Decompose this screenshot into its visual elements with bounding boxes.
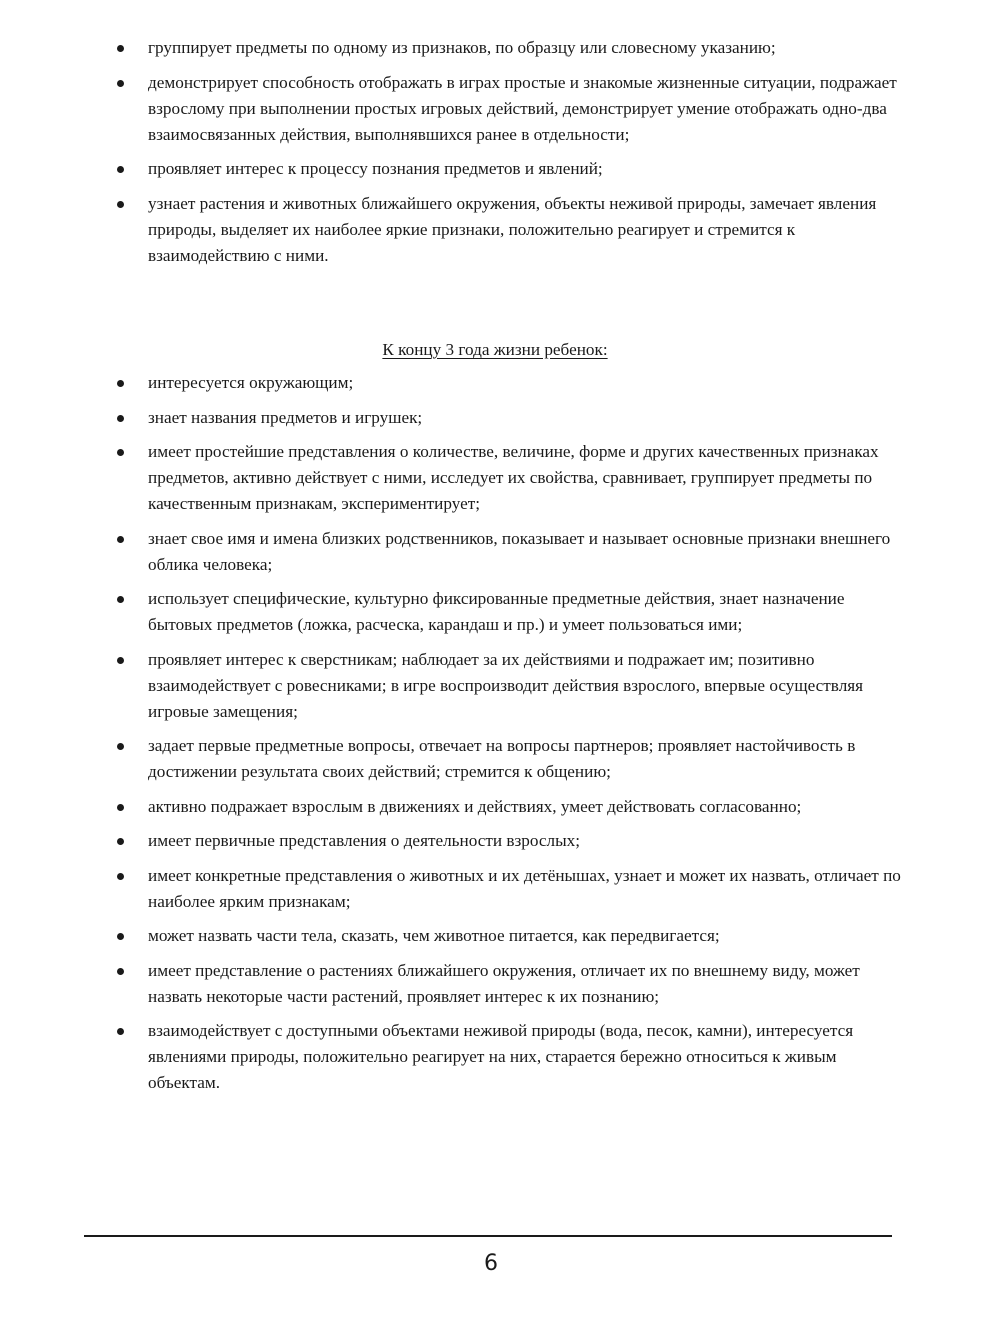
bullet-icon xyxy=(117,380,124,387)
bullet-icon xyxy=(117,415,124,422)
list-item-text: имеет простейшие представления о количестве, величине, форме и других качественных признаках предметов, активно действует с ними, исследует их свойства, сравнивает, группирует предметы по качественным признакам, экспериментирует; xyxy=(148,442,879,513)
list-item-text: имеет представление о растениях ближайшего окружения, отличает их по внешнему виду, может назвать некоторые части растений, проявляет интерес к их познанию; xyxy=(148,960,860,1006)
list-item xyxy=(112,35,902,61)
list-item xyxy=(112,526,902,578)
list-item xyxy=(112,586,902,638)
bullet-icon xyxy=(117,743,124,750)
bullet-icon xyxy=(117,657,124,664)
list-item-text: знает названия предметов и игрушек; xyxy=(148,407,423,427)
section-heading: К концу 3 года жизни ребенок: xyxy=(382,340,608,359)
list-item-text: может назвать части тела, сказать, чем животное питается, как передвигается; xyxy=(148,926,720,945)
bullet-icon xyxy=(117,449,124,456)
bullet-icon xyxy=(117,838,124,845)
list-item xyxy=(112,405,902,431)
page-number: 6 xyxy=(484,1251,498,1276)
list-item xyxy=(112,923,902,949)
list-item xyxy=(112,958,902,1010)
list-item-text: группирует предметы по одному из признаков, по образцу или словесному указанию; xyxy=(148,38,776,57)
list-item xyxy=(112,191,902,269)
list-item-text: имеет первичные представления о деятельности взрослых; xyxy=(148,831,581,850)
list-item-text: взаимодействует с доступными объектами неживой природы (вода, песок, камни), интересуется явлениями природы, положительно реагирует на них, старается бережно относиться к живым объектам. xyxy=(148,1021,854,1092)
list-item-text: проявляет интерес к сверстникам; наблюдает за их действиями и подражает им; позитивно взаимодействует с ровесниками; в игре воспроизводит действия взрослого, впервые осуществляя игровые замещения; xyxy=(148,649,864,721)
bullet-icon xyxy=(117,968,124,975)
bullet-icon xyxy=(117,166,124,173)
list-item xyxy=(112,733,902,785)
footer-rule xyxy=(84,1235,892,1237)
list-item-text: имеет конкретные представления о животных и их детёнышах, узнает и может их назвать, отличает по наиболее ярким признакам; xyxy=(148,865,901,911)
list-item xyxy=(112,647,902,725)
list-item xyxy=(112,439,902,517)
list-item xyxy=(112,794,902,820)
list-item-text: проявляет интерес к процессу познания предметов и явлений; xyxy=(148,159,603,178)
list-item-text: использует специфические, культурно фиксированные предметные действия, знает назначение бытовых предметов (ложка, расческа, карандаш и пр.) и умеет пользоваться ими; xyxy=(148,589,845,634)
bullet-icon xyxy=(117,1028,124,1035)
list-item-text: активно подражает взрослым в движениях и действиях, умеет действовать согласованно; xyxy=(148,796,802,816)
list-item xyxy=(112,370,902,396)
list-item xyxy=(112,863,902,915)
list-item-text: демонстрирует способность отображать в играх простые и знакомые жизненные ситуации, подражает взрослому при выполнении простых игровых действий, демонстрирует умение отображать одно-два взаимосвязанных действия, выполнявшихся ранее в отдельности; xyxy=(148,72,897,144)
list-item-text: знает свое имя и имена близких родственников, показывает и называет основные признаки внешнего облика человека; xyxy=(148,528,891,574)
list-item-text: задает первые предметные вопросы, отвечает на вопросы партнеров; проявляет настойчивость в достижении результата своих действий; стремится к общению; xyxy=(148,736,856,781)
bullet-icon xyxy=(117,201,124,208)
bullet-icon xyxy=(117,596,124,603)
list-item xyxy=(112,70,902,148)
bullet-icon xyxy=(117,933,124,940)
bullet-icon xyxy=(117,873,124,880)
list-item-text: узнает растения и животных ближайшего окружения, объекты неживой природы, замечает явления природы, выделяет их наиболее яркие признаки, положительно реагирует и стремится к взаимодействию с ними. xyxy=(148,193,877,265)
bullet-icon xyxy=(117,45,124,52)
list-item xyxy=(112,156,902,182)
list-item-text: интересуется окружающим; xyxy=(148,373,354,392)
list-item xyxy=(112,1018,902,1096)
list-item xyxy=(112,828,902,854)
top-bullet-list xyxy=(112,35,902,277)
section-bullet-list xyxy=(112,370,902,1105)
bullet-icon xyxy=(117,80,124,87)
bullet-icon xyxy=(117,536,124,543)
bullet-icon xyxy=(117,804,124,811)
